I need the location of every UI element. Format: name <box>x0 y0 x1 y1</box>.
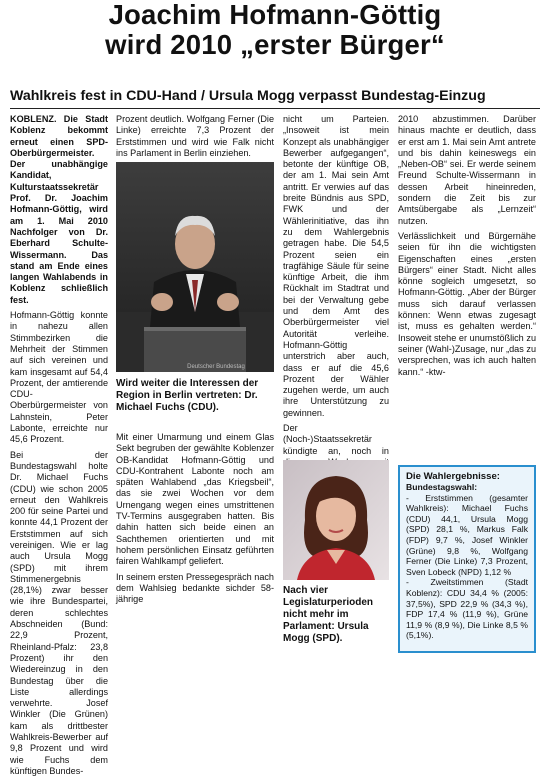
headline <box>8 0 542 60</box>
article-paragraph: nicht um Parteien. „Insoweit ist mein Konzept als unabhängiger Bewerber aufgegangen“, betonte der künftige OB, der am 1. Mai sein Amt antritt. Er verwies auf das breite Bündnis aus SPD, FWK und der Wählerinitiative, das ihn zu dem Wahlergebnis getragen habe. Die 54,5 Prozent seien ein tragfähige Säule für seine künftige Arbeit, die ihm Rückhalt im Stadtrat und bei der Verwaltung gebe und dem Amt des Oberbürgermeister viel Autorität verleihe. Hofmann-Göttig unterstrich aber auch, dass er auf die 45,6 Prozent der Wähler zugehen werde, um auch ihre Unterstützung zu gewinnen. <box>283 114 389 418</box>
photo-michael-fuchs <box>116 162 274 372</box>
article-lead: KOBLENZ. Die Stadt Koblenz bekommt erneut einen SPD-Oberbürgermeister. Der unabhängige Kandidat, Kulturstaatssekretär Prof. Dr. Joachim Hofmann-Göttig, wird am 1. Mai 2010 Nachfolger von Dr. Eberhard Schulte-Wissermann. Das stand am Ende eines langen Wahlabends in Koblenz schließlich fest. <box>10 114 108 305</box>
divider <box>10 108 540 109</box>
article-column-4 <box>398 114 536 382</box>
article-column-2 <box>116 114 274 163</box>
speaker-illustration <box>116 162 274 372</box>
article-column-2-bottom <box>116 432 274 609</box>
headline-line-1: Joachim Hofmann-Göttig <box>108 0 442 30</box>
results-second-votes: - Zweitstimmen (Stadt Koblenz): CDU 34,4 % (2005: 37,5%), SPD 22,9 % (34,3 %), FDP 17,4 % (11,9 %), Grüne 11,9 % (8,9 %), Die Linke 8,5 % (5,1%). <box>406 577 528 641</box>
article-paragraph: In seinem ersten Pressegespräch nach dem Wahlsieg bedankte sichder 58-jährige <box>116 571 274 605</box>
headline-line-2: wird 2010 „erster Bürger“ <box>105 29 445 60</box>
photo-caption-fuchs: Wird weiter die Interessen der Region in Berlin vertreten: Dr. Michael Fuchs (CDU). <box>116 378 259 413</box>
portrait-illustration <box>283 460 389 580</box>
article-paragraph: Bei der Bundestagswahl holte Dr. Michael Fuchs (CDU) wie schon 2005 erneut den Wahlkreis 200 für seine Partei und konnte 44,1 Prozent der Erststimmen auf sich vereinigen. Wie er lag auch Ursula Mogg (SPD) mit ihrem Stimmenergebnis (28,1%) zwar besser wie ihre Bundespartei, deren schlechtes Abschneiden (Bund: 22,9 Prozent, Rheinland-Pfalz: 23,8 Prozent) ihr den Wiedereinzug in den Bundestag über die Liste allerdings verwehrte. Josef Winkler (Die Grünen) kam als drittbester Wahlkreis-Bewerber auf 9,8 Prozent und wird wie Fuchs dem künftigen Bundes- <box>10 449 108 776</box>
results-first-votes: - Erststimmen (gesamter Wahlkreis): Michael Fuchs (CDU) 44,1, Ursula Mogg (SPD) 28,1 %, Markus Falk (FDP) 9,7 %, Josef Winkler (Grüne) 9,8 %, Wolfgang Ferner (Die Linke) 7,3 Prozent, Sven Lobeck (NPD) 1,12 % <box>406 492 528 577</box>
article-paragraph: Mit einer Umarmung und einem Glas Sekt begruben der gewählte Koblenzer OB-Kandidat Hofmann-Göttig und CDU-Kontrahent Labonte noch am späten Wahlabend „das Kriegsbeil“, das sie zwei Wochen vor dem Urnengang wegen eines umstrittenen TV-Termins ausgegraben hatten. Bis dahin hatten sich beide einen an Sachthemen orientierten und mit hohem persönlichen Einsatz geführten fairen Wahlkampf geliefert. <box>116 432 274 567</box>
subheadline: Wahlkreis fest in CDU-Hand / Ursula Mogg verpasst Bundestag-Einzug <box>10 88 486 104</box>
article-column-1 <box>10 114 108 781</box>
article-paragraph: Verlässlichkeit und Bürgernähe seien für ihn die wichtigsten Eigenschaften eines „ersten Bürgers“ einer Stadt. Nicht alles könne sogleich umgesetzt, so Hofmann-Göttig. „Aber der Bürger muss sich darauf verlassen können: Wenn etwas zugesagt ist, muss es gehalten werden.“ Insoweit stehe er unumstößlich zu seiner (Wahl-)Zusage, nur „das zu versprechen, was ich auch halten kann.“ -ktw- <box>398 230 536 377</box>
photo-caption-mogg: Nach vier Legislaturperioden nicht mehr im Parlament: Ursula Mogg (SPD). <box>283 585 374 644</box>
article-paragraph: 2010 abzustimmen. Darüber hinaus machte er deutlich, dass er erst am 1. Mai sein Amt antrete und bis dahin keineswegs ein „Neben-OB“ sei. Er werde seinem Freund Schulte-Wissermann in dessen Arbeit hineinreden, sondern die Zeit bis zur Amtsübergabe als „Lernzeit“ nutzen. <box>398 114 536 226</box>
results-subtitle: Bundestagswahl: <box>406 482 478 492</box>
results-title: Die Wahlergebnisse: <box>406 471 501 482</box>
election-results-box <box>398 465 536 653</box>
photo-credit: Deutscher Bundestag <box>187 364 245 370</box>
article-paragraph: Hofmann-Göttig konnte in nahezu allen Stimmbezirken die Mehrheit der Stimmen auf sich vereinen und kam insgesamt auf 54,4 Prozent, der amtierende CDU-Oberbürgermeister von Lahnstein, Peter Labonte, erreichte nur 45,6 Prozent. <box>10 310 108 445</box>
article-paragraph: Prozent deutlich. Wolfgang Ferner (Die Linke) erreichte 7,3 Prozent der Erststimmen und wird wie Falk nicht ins Parlament in Berlin einziehen. <box>116 114 274 158</box>
article-column-3 <box>283 114 389 484</box>
article-paragraph: Der (Noch-)Staatssekretär kündigte an, noch in <box>283 423 389 456</box>
photo-ursula-mogg <box>283 460 389 580</box>
